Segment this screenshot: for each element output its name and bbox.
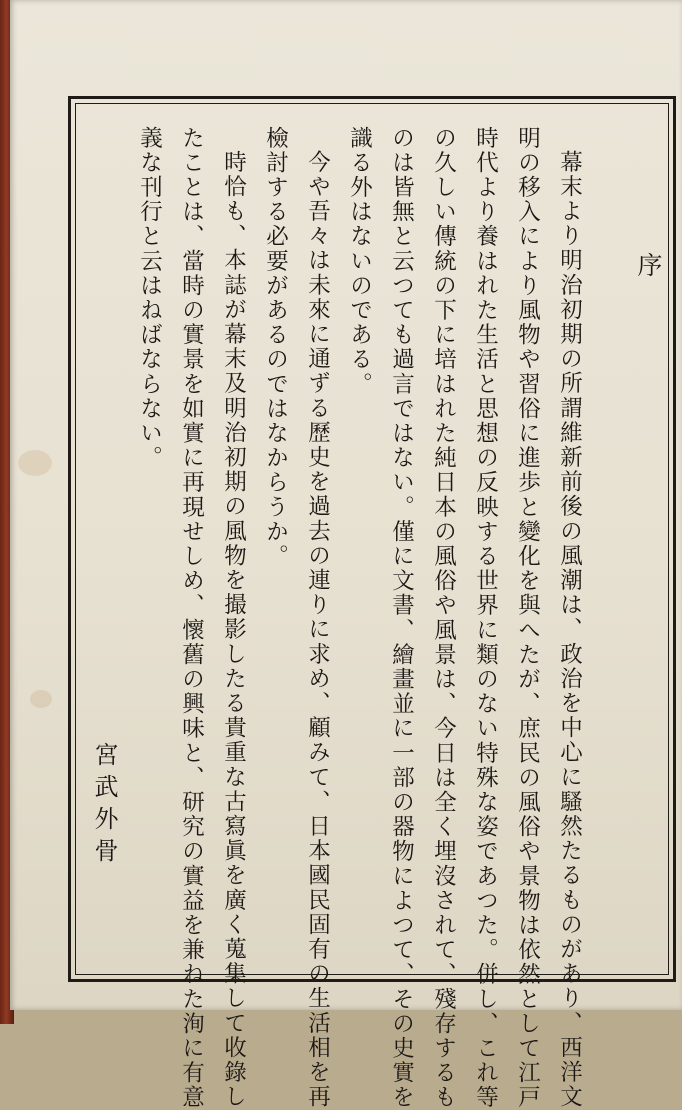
text-column: 檢討する必要があるのではなからうか。 bbox=[262, 126, 289, 569]
foxing-spot bbox=[18, 450, 52, 476]
text-column: 今や吾々は未來に通ずる歷史を過去の連りに求め、顧みて、日本國民固有の生活相を再 bbox=[304, 150, 331, 1110]
text-column: 明の移入により風物や習俗に進歩と變化を與へたが、庶民の風俗や景物は依然として江戸 bbox=[514, 126, 541, 1110]
text-column: 時恰も、本誌が幕末及明治初期の風物を撮影したる貴重な古寫眞を廣く蒐集して收錄し bbox=[220, 150, 247, 1110]
author-signature: 宮武外骨 bbox=[90, 742, 118, 870]
text-column: たことは、當時の實景を如實に再現せしめ、懷舊の興味と、研究の實益を兼ねた洵に有意 bbox=[178, 126, 205, 1110]
text-column: 義な刊行と云はねばならない。 bbox=[136, 126, 163, 471]
text-column: の久しい傳統の下に培はれた純日本の風俗や風景は、今日は全く埋沒されて、殘存するも bbox=[430, 126, 457, 1110]
text-column: 幕末より明治初期の所謂維新前後の風潮は、政治を中心に騷然たるものがあり、西洋文 bbox=[556, 150, 583, 1110]
text-column: 時代より養はれた生活と思想の反映する世界に類のない特殊な姿であつた。併し、これ等 bbox=[472, 126, 499, 1110]
book-page bbox=[10, 0, 682, 1110]
text-column: 識る外はないのである。 bbox=[346, 126, 373, 397]
text-column: のは皆無と云つても過言ではない。僅に文書、繪畫並に一部の器物によつて、その史實を bbox=[388, 126, 415, 1110]
foxing-spot bbox=[30, 690, 52, 708]
preface-title: 序 bbox=[634, 252, 663, 277]
